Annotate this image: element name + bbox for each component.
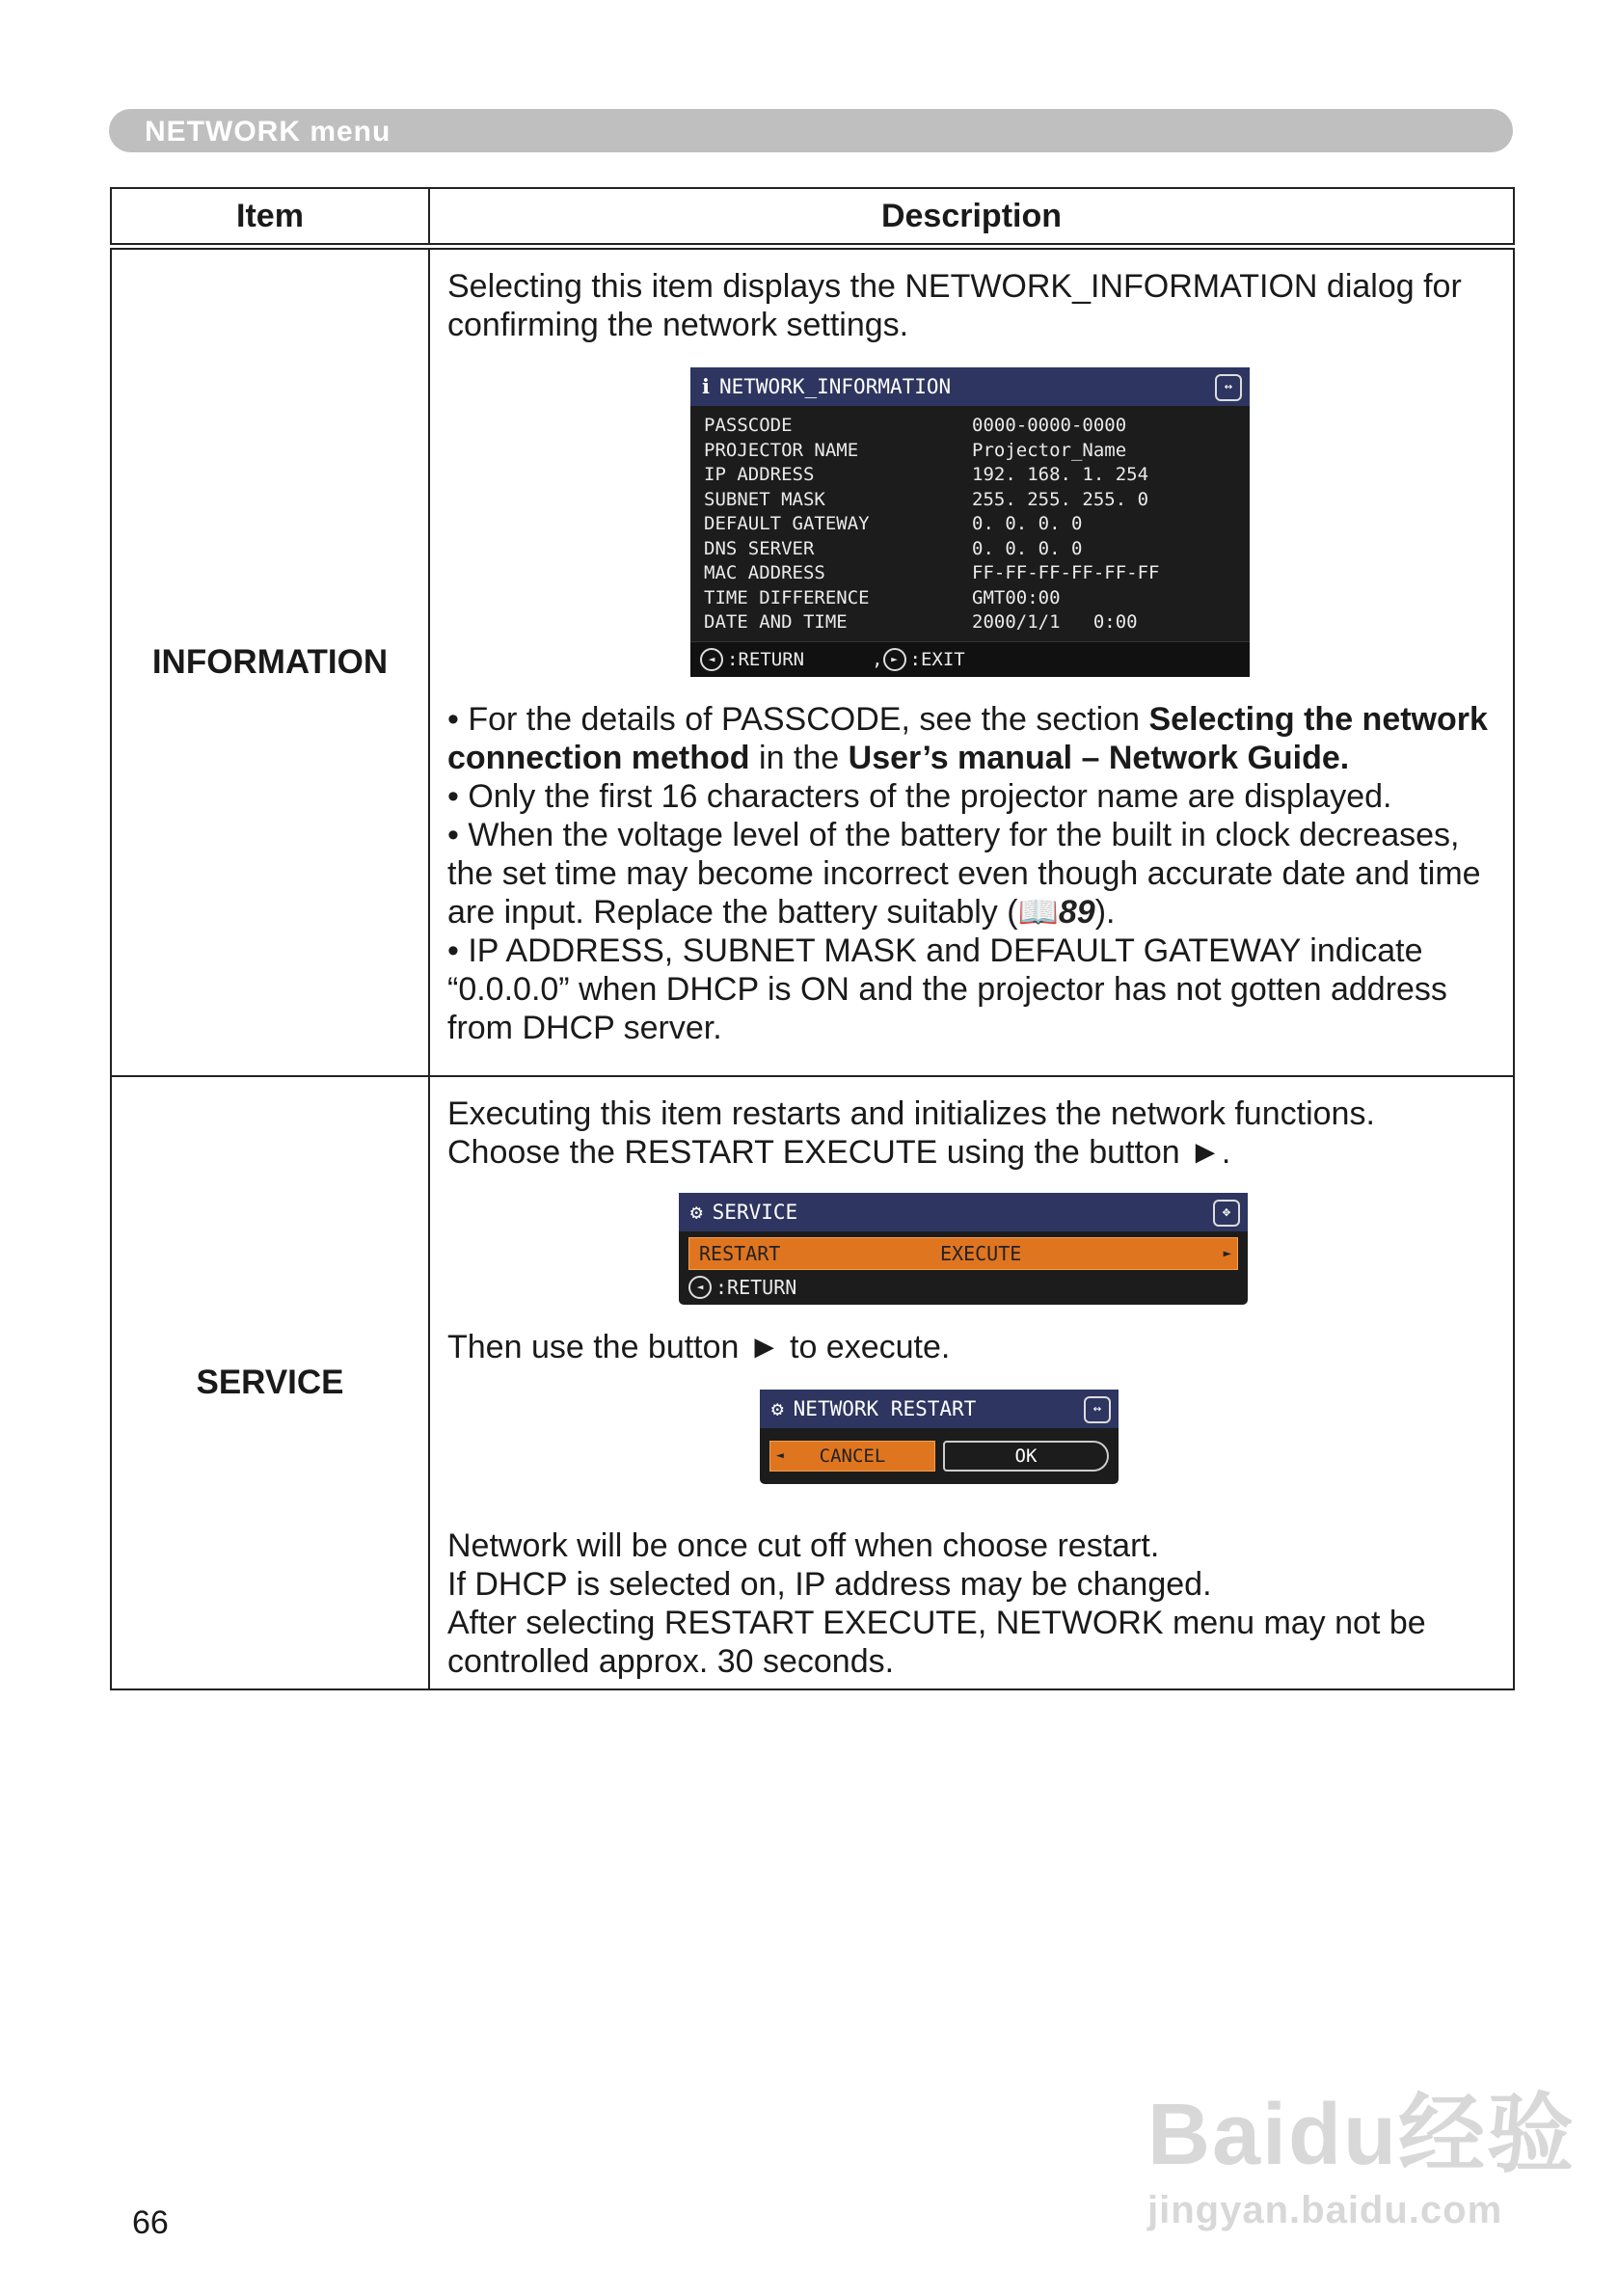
desc-service [429, 1076, 1514, 1689]
watermark-url: jingyan.baidu.com [1147, 2189, 1503, 2231]
book-icon: 📖 [1017, 893, 1059, 931]
col-header-description: Description [429, 188, 1514, 247]
execute-label: EXECUTE [940, 1241, 1022, 1265]
restart-label: RESTART [699, 1241, 781, 1265]
item-information: INFORMATION [111, 247, 429, 1076]
service-note-1: Network will be once cut off when choose restart. [447, 1526, 1160, 1564]
dialog-row: DEFAULT GATEWAY 0. 0. 0. 0 [704, 513, 1083, 534]
close-toggle-icon: ↔ [1215, 374, 1242, 401]
network-menu-table [110, 187, 1515, 1690]
table-row-service [111, 1076, 1514, 1689]
ok-button[interactable]: OK [943, 1441, 1109, 1472]
left-arrow-icon: ◄ [700, 648, 723, 671]
left-arrow-icon: ◄ [688, 1276, 712, 1299]
dialog-footer [679, 1270, 1248, 1305]
service-note-3: After selecting RESTART EXECUTE, NETWORK menu may not be controlled approx. 30 seconds. [447, 1604, 1426, 1680]
dialog-header [679, 1193, 1248, 1231]
network-icon: ⚙ [771, 1396, 784, 1420]
dialog-row: PROJECTOR NAME Projector_Name [704, 439, 1127, 461]
dialog-row: MAC ADDRESS FF-FF-FF-FF-FF-FF [704, 562, 1160, 583]
item-service: SERVICE [111, 1076, 429, 1689]
dialog-buttons [760, 1428, 1119, 1484]
dialog-footer: ◄ :RETURN , ► :EXIT [690, 641, 1250, 677]
col-header-item: Item [111, 188, 429, 247]
table-header-row [111, 188, 1514, 247]
return-label: :RETURN [715, 1275, 797, 1299]
dialog-header [760, 1390, 1119, 1428]
service-intro-1: Executing this item restarts and initializes the network functions. [447, 1094, 1375, 1132]
baidu-watermark [1147, 2064, 1576, 2232]
dialog-row: DATE AND TIME 2000/1/1 0:00 [704, 611, 1138, 633]
dialog-row: SUBNET MASK 255. 255. 255. 0 [704, 488, 1149, 510]
left-arrow-icon: ◄ [776, 1447, 784, 1463]
service-note-2: If DHCP is selected on, IP address may be changed. [447, 1565, 1212, 1603]
info-icon: ℹ [702, 375, 710, 398]
information-note-name: • Only the first 16 characters of the projector name are displayed. [447, 777, 1392, 815]
dialog-row: IP ADDRESS 192. 168. 1. 254 [704, 464, 1149, 485]
service-then: Then use the button ► to execute. [447, 1328, 951, 1365]
dialog-title: NETWORK_INFORMATION [718, 375, 952, 398]
network-restart-dialog [760, 1390, 1119, 1484]
dialog-header [690, 367, 1250, 406]
desc-information [429, 247, 1514, 1076]
section-header-bar [109, 109, 1513, 152]
section-title: NETWORK menu [145, 116, 391, 148]
return-label: :RETURN [727, 648, 805, 670]
service-intro-2: Choose the RESTART EXECUTE using the button ►. [447, 1133, 1231, 1171]
network-icon: ⚙ [690, 1200, 703, 1224]
watermark-logo-text: Baidu经验 [1147, 2087, 1577, 2183]
exit-label: :EXIT [909, 648, 965, 670]
information-note-battery: • When the voltage level of the battery for the built in clock decreases, the set time may become incorrect even though accurate date and time are input. Replace the battery suitably (📖89). [447, 816, 1481, 931]
close-toggle-icon: ↔ [1084, 1396, 1111, 1423]
information-note-ip: • IP ADDRESS, SUBNET MASK and DEFAULT GATEWAY indicate “0.0.0.0” when DHCP is ON and the projector has not gotten address from DHCP server. [447, 932, 1447, 1046]
dialog-row: DNS SERVER 0. 0. 0. 0 [704, 537, 1083, 559]
table-row-information [111, 247, 1514, 1076]
information-intro: Selecting this item displays the NETWORK_INFORMATION dialog for confirming the network settings. [447, 268, 1462, 343]
right-arrow-icon: ► [883, 648, 906, 671]
cancel-button[interactable]: ◄ CANCEL [769, 1441, 935, 1472]
dialog-title: NETWORK RESTART [793, 1396, 977, 1420]
dialog-row: TIME DIFFERENCE GMT00:00 [704, 586, 1061, 608]
information-note-passcode: • For the details of PASSCODE, see the section Selecting the network connection method in the User’s manual – Network Guide. [447, 700, 1488, 776]
network-information-dialog [690, 367, 1250, 677]
page-reference: 89 [1058, 893, 1095, 931]
restart-row[interactable] [688, 1237, 1238, 1270]
page-number: 66 [132, 2204, 169, 2241]
right-arrow-icon: ► [1223, 1245, 1231, 1261]
dialog-title: SERVICE [712, 1200, 798, 1224]
service-dialog [679, 1193, 1248, 1305]
move-icon: ✥ [1213, 1200, 1240, 1227]
dialog-row: PASSCODE 0000-0000-0000 [704, 415, 1127, 436]
dialog-rows [690, 406, 1250, 641]
